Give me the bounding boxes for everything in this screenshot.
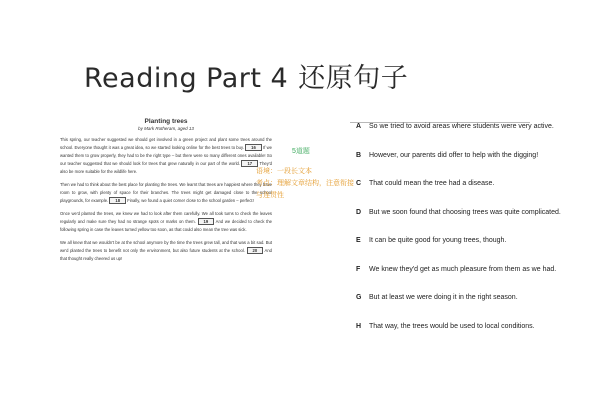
- question-count: 5道题: [292, 148, 310, 155]
- option-b: [356, 152, 538, 159]
- passage-text: This spring, our teacher suggested we should get involved in a green project and plant some trees around the school. Everyone thought it was a great idea, so we started looking online for the best trees to buy.: [60, 137, 272, 150]
- slide-title-english: Reading Part 4: [84, 63, 289, 94]
- option-g: [356, 294, 518, 301]
- option-text: We knew they'd get as much pleasure from them as we had.: [369, 265, 557, 273]
- note-focus: 考点：理解文章结构，注意衔接与连贯性: [256, 179, 354, 199]
- reading-passage: [60, 118, 272, 348]
- option-text: It can be quite good for young trees, though.: [369, 237, 507, 244]
- passage-text: And that thought really cheered us up!: [60, 248, 272, 261]
- option-d: [356, 209, 561, 216]
- answer-gap: 16: [245, 144, 262, 151]
- passage-body: [60, 136, 272, 263]
- slide-title-chinese: 还原句子: [298, 63, 409, 94]
- option-letter: H: [356, 322, 362, 330]
- option-a: [356, 123, 554, 130]
- option-letter: E: [356, 237, 361, 244]
- option-letter: C: [356, 180, 362, 187]
- option-text: That could mean the tree had a disease.: [369, 180, 495, 187]
- passage-text: Once we'd planted the trees, we knew we had to look after them carefully. We all took turns to check the leaves regularly and make sure they had no strange spots or marks on them.: [60, 211, 272, 224]
- option-text: That way, the trees would be used to local conditions.: [369, 322, 535, 330]
- option-e: [356, 237, 506, 244]
- passage-paragraph: [60, 210, 272, 234]
- passage-text: If we wanted them to grow properly, they had to be the right type – but there were so many different ones available! So our teacher suggested that we should look for trees that grew naturally in our part of the world.: [60, 145, 272, 166]
- passage-byline: by Mark Rotheram, aged 13: [138, 126, 194, 131]
- answer-gap: 18: [109, 197, 126, 204]
- option-h: [356, 323, 535, 330]
- passage-paragraph: [60, 136, 272, 176]
- option-f: [356, 266, 556, 273]
- passage-title: Planting trees: [144, 118, 188, 125]
- option-text: However, our parents did offer to help with the digging!: [369, 151, 539, 159]
- passage-text: They'd also be more suitable for the wildlife here.: [60, 161, 272, 174]
- option-c: [356, 180, 494, 187]
- option-text: So we tried to avoid areas where students were very active.: [369, 123, 554, 130]
- option-letter: F: [356, 265, 361, 273]
- passage-text: Finally, we found a quiet corner close to the school garden – perfect!: [126, 198, 254, 203]
- note-context: 语境：一段长文本: [256, 167, 312, 175]
- option-letter: A: [356, 123, 362, 130]
- option-text: But we soon found that choosing trees was quite complicated.: [369, 208, 561, 216]
- option-letter: D: [356, 208, 362, 216]
- slide-title: [84, 56, 408, 95]
- answer-gap: 20: [247, 247, 264, 254]
- exam-note: [256, 165, 356, 201]
- option-letter: B: [356, 151, 362, 159]
- passage-paragraph: [60, 181, 272, 205]
- passage-text: Then we had to think about the best place for planting the trees. We learnt that trees are happiest where they have room to grow, with plenty of space for their branches. The trees might get damaged close to the school playgrounds, for example.: [60, 182, 272, 203]
- option-letter: G: [356, 294, 362, 301]
- passage-text: And we decided to check the following spring in case the leaves turned yellow too soon, as that could also mean the tree was sick.: [60, 219, 272, 232]
- passage-text: We all knew that we wouldn't be at the school anymore by the time the trees grew tall, and that was a bit sad. But we'd planted the trees to benefit not only the environment, but also future students at the school.: [60, 240, 272, 253]
- answer-gap: 19: [198, 218, 215, 225]
- passage-paragraph: [60, 239, 272, 263]
- option-text: But at least we were doing it in the right season.: [369, 294, 518, 301]
- answer-gap: 17: [241, 160, 258, 167]
